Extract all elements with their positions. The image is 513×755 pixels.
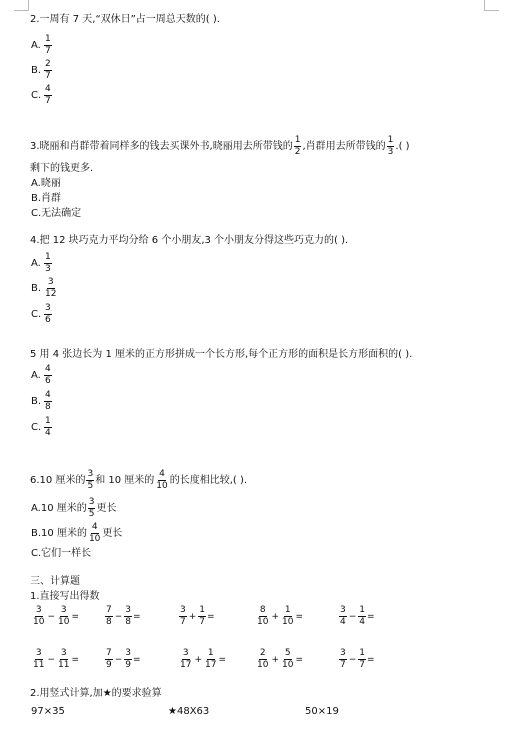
section-3-subtitle-1: 1.直接写出得数: [30, 591, 100, 602]
operator: −: [47, 654, 55, 665]
option-label: A.: [31, 257, 41, 269]
calc-expression[interactable]: [338, 649, 375, 670]
operator: −: [114, 654, 123, 665]
expr-fraction: $\frac{3}{4}$: [340, 605, 346, 627]
operator: +: [271, 654, 279, 665]
stem-fraction: $\frac{1}{3}$: [387, 135, 394, 157]
vertical-calc-3: 50×19: [305, 706, 339, 717]
calc-expression[interactable]: [178, 649, 226, 670]
calc-expression[interactable]: [104, 649, 141, 670]
question-5-option-c[interactable]: [31, 417, 53, 438]
question-6-stem: [30, 470, 247, 491]
calc-expression[interactable]: [338, 606, 375, 627]
expr-fraction: $\frac{2}{10}$: [257, 648, 269, 670]
expr-fraction: $\frac{3}{9}$: [125, 648, 132, 670]
question-5-stem: 5 用 4 张边长为 1 厘米的正方形拼成一个长方形,每个正方形的面积是长方形面积的( ).: [30, 349, 413, 360]
operator: −: [47, 611, 55, 622]
option-fraction: $\frac{4}{10}$: [88, 522, 101, 544]
question-6-option-c[interactable]: C.它们一样长: [31, 548, 92, 559]
question-4-option-a[interactable]: [31, 253, 53, 274]
expr-fraction: $\frac{1}{17}$: [205, 648, 217, 670]
expr-fraction: $\frac{8}{10}$: [257, 605, 269, 627]
expr-fraction: $\frac{3}{10}$: [33, 605, 45, 627]
equals-sign: =: [133, 654, 141, 665]
calc-expression[interactable]: [104, 606, 141, 627]
expr-fraction: $\frac{3}{8}$: [125, 605, 132, 627]
stem-fraction: $\frac{4}{10}$: [156, 469, 168, 491]
section-3-title: 三、计算题: [30, 576, 80, 587]
option-fraction: $\frac{1}{4}$: [45, 416, 51, 438]
equals-sign: =: [133, 611, 141, 622]
question-2-option-c[interactable]: [31, 85, 53, 106]
operator: +: [188, 611, 197, 622]
expr-fraction: $\frac{1}{7}$: [199, 605, 206, 627]
operator: +: [194, 654, 202, 665]
option-fraction: $\frac{4}{6}$: [45, 364, 51, 386]
option-fraction: $\frac{3}{12}$: [45, 277, 57, 299]
expr-fraction: $\frac{7}{9}$: [106, 648, 112, 670]
option-fraction: $\frac{1}{7}$: [45, 34, 51, 56]
expr-fraction: $\frac{3}{7}$: [180, 605, 186, 627]
stem-text: 和 10 厘米的: [95, 474, 155, 486]
section-3-subtitle-2: 2.用竖式计算,加★的要求验算: [30, 688, 162, 699]
stem-text: 6.10 厘米的: [30, 474, 86, 486]
option-label: C.: [31, 421, 42, 433]
option-label: C.: [31, 89, 42, 101]
option-label: C.: [31, 308, 42, 320]
stem-text: .( ): [395, 140, 410, 152]
vertical-calc-1: 97×35: [31, 706, 65, 717]
stem-text: ,肖群用去所带钱的: [302, 140, 386, 152]
option-fraction: $\frac{4}{8}$: [45, 390, 51, 412]
option-text: A.10 厘米的: [31, 502, 87, 514]
expr-fraction: $\frac{3}{11}$: [58, 648, 70, 670]
equals-sign: =: [71, 611, 79, 622]
question-2-stem: 2.一周有 7 天,“双休日”占一周总天数的( ).: [30, 14, 220, 25]
calc-expression[interactable]: [255, 606, 303, 627]
calc-expression[interactable]: [178, 606, 215, 627]
expr-fraction: $\frac{3}{11}$: [33, 648, 45, 670]
question-5-option-b[interactable]: [31, 391, 53, 412]
question-3-stem: [30, 136, 410, 157]
expr-fraction: $\frac{5}{10}$: [282, 648, 294, 670]
option-text: 更长: [102, 527, 123, 539]
question-2-option-b[interactable]: [31, 60, 53, 81]
expr-fraction: $\frac{7}{8}$: [106, 605, 112, 627]
question-3-option-c[interactable]: C.无法确定: [31, 208, 82, 219]
stem-text: 的长度相比较,( ).: [169, 474, 248, 486]
expr-fraction: $\frac{3}{17}$: [180, 648, 192, 670]
calc-expression[interactable]: [31, 606, 79, 627]
option-fraction: $\frac{3}{5}$: [88, 497, 95, 519]
question-6-option-a[interactable]: [31, 498, 116, 519]
equals-sign: =: [295, 611, 303, 622]
option-fraction: $\frac{4}{7}$: [45, 84, 51, 106]
stem-fraction: $\frac{3}{5}$: [87, 469, 94, 491]
stem-text: 3.晓丽和肖群带着同样多的钱去买课外书,晓丽用去所带钱的: [30, 140, 293, 152]
option-label: B.: [31, 395, 42, 407]
expr-fraction: $\frac{1}{10}$: [282, 605, 294, 627]
question-6-option-b[interactable]: [31, 523, 122, 544]
page-corner-mark: [484, 0, 499, 11]
option-label: A.: [31, 39, 41, 51]
expr-fraction: $\frac{1}{4}$: [359, 605, 366, 627]
equals-sign: =: [71, 654, 79, 665]
expr-fraction: $\frac{3}{10}$: [58, 605, 70, 627]
page-corner-mark: [14, 0, 29, 11]
expr-fraction: $\frac{1}{7}$: [359, 648, 366, 670]
equals-sign: =: [367, 654, 375, 665]
option-fraction: $\frac{1}{3}$: [45, 252, 51, 274]
equals-sign: =: [218, 654, 226, 665]
question-5-option-a[interactable]: [31, 365, 53, 386]
question-3-stem-continued: 剩下的钱更多.: [30, 163, 94, 174]
operator: −: [348, 654, 357, 665]
operator: +: [271, 611, 279, 622]
equals-sign: =: [295, 654, 303, 665]
option-label: B.: [31, 64, 42, 76]
calc-expression[interactable]: [31, 649, 79, 670]
equals-sign: =: [367, 611, 375, 622]
question-4-stem: 4.把 12 块巧克力平均分给 6 个小朋友,3 个小朋友分得这些巧克力的( ).: [30, 235, 349, 246]
question-4-option-c[interactable]: [31, 304, 53, 325]
question-4-option-b[interactable]: [31, 278, 58, 299]
question-3-option-a[interactable]: A.晓丽: [31, 178, 61, 189]
question-2-option-a[interactable]: [31, 35, 53, 56]
vertical-calc-2: ★48X63: [168, 706, 210, 717]
calc-expression[interactable]: [255, 649, 303, 670]
option-fraction: $\frac{3}{6}$: [45, 303, 51, 325]
operator: −: [114, 611, 123, 622]
equals-sign: =: [207, 611, 215, 622]
stem-fraction: $\frac{1}{2}$: [294, 135, 301, 157]
option-fraction: $\frac{2}{7}$: [45, 59, 51, 81]
option-text: B.10 厘米的: [31, 527, 87, 539]
option-label: A.: [31, 369, 41, 381]
option-text: 更长: [96, 502, 117, 514]
operator: −: [348, 611, 357, 622]
expr-fraction: $\frac{3}{7}$: [340, 648, 346, 670]
option-label: B.: [31, 282, 42, 294]
question-3-option-b[interactable]: B.肖群: [31, 193, 62, 204]
